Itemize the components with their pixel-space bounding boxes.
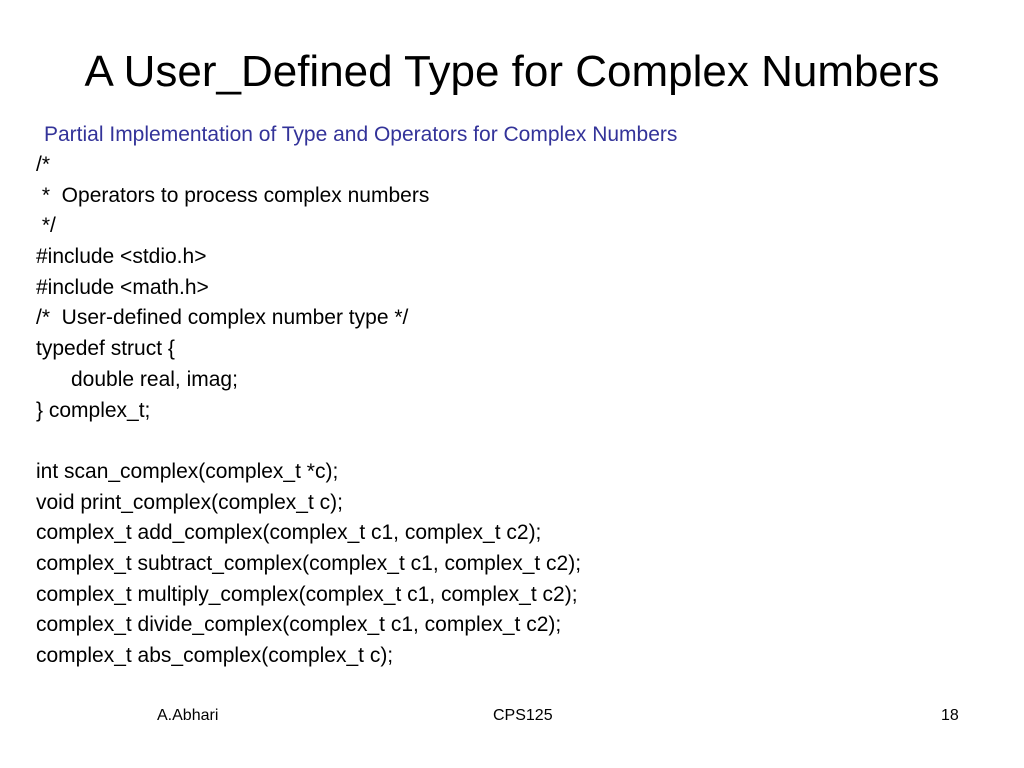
code-line: } complex_t; — [36, 398, 151, 422]
code-line: complex_t subtract_complex(complex_t c1, complex_t c2); — [36, 551, 582, 575]
code-line: #include <math.h> — [36, 275, 209, 299]
code-line: complex_t abs_complex(complex_t c); — [36, 644, 394, 667]
code-line: int scan_complex(complex_t *c); — [36, 459, 339, 483]
footer-course: CPS125 — [493, 707, 553, 724]
slide-title: A User_Defined Type for Complex Numbers — [84, 47, 940, 96]
code-line: void print_complex(complex_t c); — [36, 490, 343, 514]
slide-subtitle: Partial Implementation of Type and Operators for Complex Numbers — [44, 123, 678, 146]
code-line: /* User-defined complex number type */ — [36, 306, 409, 330]
code-line-blank — [36, 426, 986, 457]
code-line: /* — [36, 153, 51, 176]
code-line: complex_t multiply_complex(complex_t c1, complex_t c2); — [36, 582, 578, 606]
code-line: complex_t divide_complex(complex_t c1, complex_t c2); — [36, 613, 562, 637]
code-line: double real, imag; — [36, 367, 238, 391]
footer-author: A.Abhari — [157, 707, 219, 724]
code-line: complex_t add_complex(complex_t c1, complex_t c2); — [36, 521, 542, 545]
code-line: */ — [36, 214, 56, 238]
code-line: typedef struct { — [36, 337, 175, 361]
code-block — [36, 150, 986, 672]
code-line: #include <stdio.h> — [36, 245, 207, 269]
code-line: * Operators to process complex numbers — [36, 183, 430, 207]
footer-page-number: 18 — [941, 707, 959, 724]
